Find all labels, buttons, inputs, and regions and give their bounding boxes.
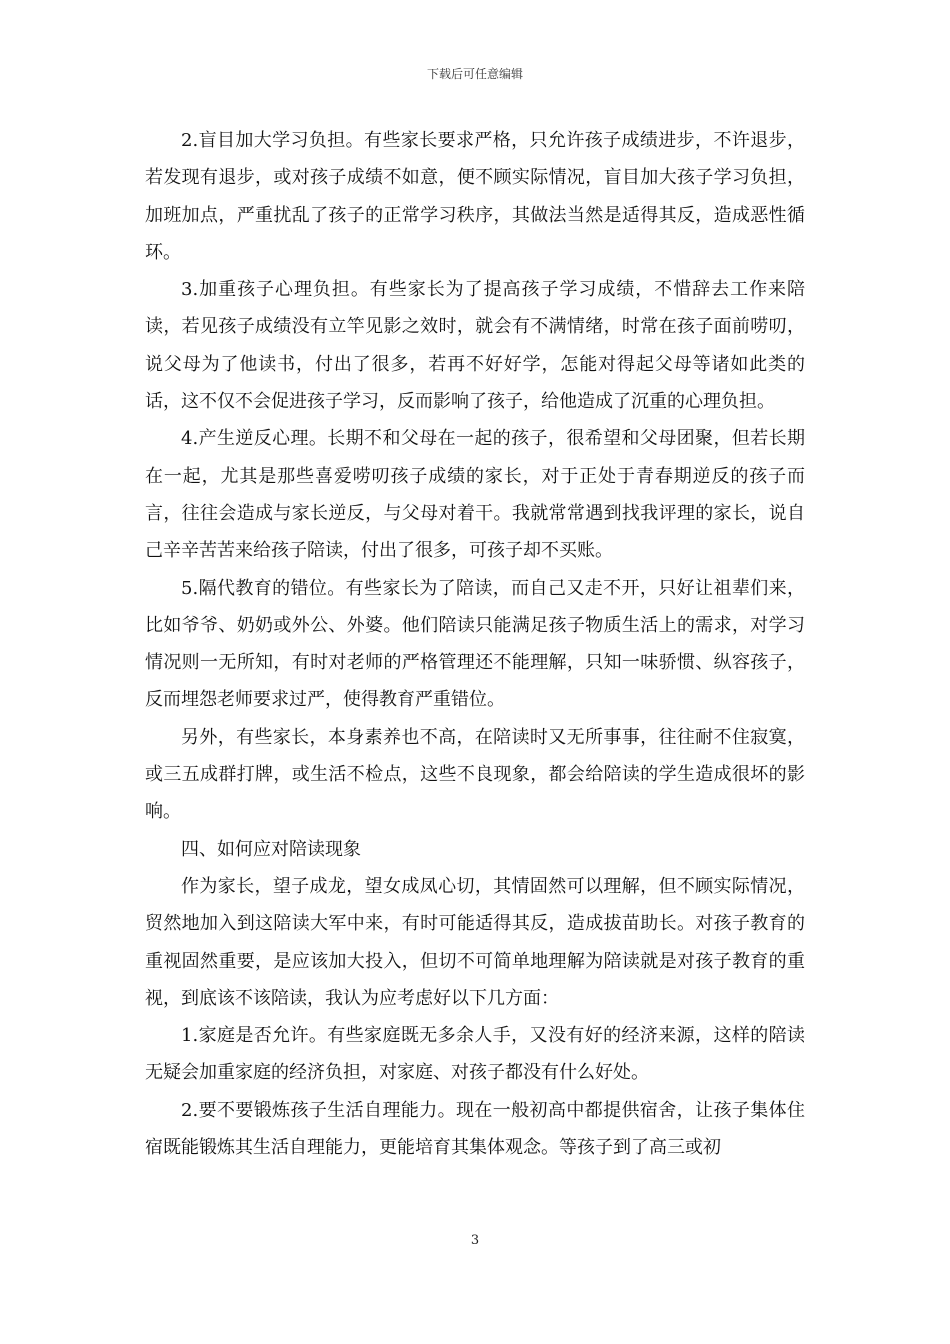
paragraph: 2.要不要锻炼孩子生活自理能力。现在一般初高中都提供宿舍，让孩子集体住宿既能锻炼其生活自理能力，更能培育其集体观念。等孩子到了高三或初: [145, 1099, 805, 1159]
page-footer: [0, 1233, 950, 1249]
paragraph: 2.盲目加大学习负担。有些家长要求严格，只允许孩子成绩进步，不许退步，若发现有退步，或对孩子成绩不如意，便不顾实际情况，盲目加大孩子学习负担，加班加点，严重扰乱了孩子的正常学习秩序，其做法当然是适得其反，造成恶性循环。: [145, 130, 805, 263]
section-heading: 四、如何应对陪读现象: [181, 838, 361, 860]
paragraph: 作为家长，望子成龙，望女成凤心切，其情固然可以理解，但不顾实际情况，贸然地加入到这陪读大军中来，有时可能适得其反，造成拔苗助长。对孩子教育的重视固然重要，是应该加大投入，但切不可简单地理解为陪读就是对孩子教育的重视，到底该不该陪读，我认为应考虑好以下几方面：: [145, 875, 805, 1009]
page-header: [0, 66, 950, 82]
header-text: 下载后可任意编辑: [426, 67, 523, 81]
paragraph: 另外，有些家长，本身素养也不高，在陪读时又无所事事，往往耐不住寂寞，或三五成群打牌，或生活不检点，这些不良现象，都会给陪读的学生造成很坏的影响。: [145, 726, 805, 823]
paragraph: 3.加重孩子心理负担。有些家长为了提高孩子学习成绩，不惜辞去工作来陪读，若见孩子成绩没有立竿见影之效时，就会有不满情绪，时常在孩子面前唠叨，说父母为了他读书，付出了很多，若再不好好学，怎能对得起父母等诸如此类的话，这不仅不会促进孩子学习，反而影响了孩子，给他造成了沉重的心理负担。: [145, 279, 805, 413]
paragraph: 4.产生逆反心理。长期不和父母在一起的孩子，很希望和父母团聚，但若长期在一起，尤其是那些喜爱唠叨孩子成绩的家长，对于正处于青春期逆反的孩子而言，往往会造成与家长逆反，与父母对着干。我就常常遇到找我评理的家长，说自己辛辛苦苦来给孩子陪读，付出了很多，可孩子却不买账。: [145, 428, 805, 562]
paragraph: 5.隔代教育的错位。有些家长为了陪读，而自己又走不开，只好让祖辈们来，比如爷爷、奶奶或外公、外婆。他们陪读只能满足孩子物质生活上的需求，对学习情况则一无所知，有时对老师的严格管理还不能理解，只知一味骄惯、纵容孩子，反而埋怨老师要求过严，使得教育严重错位。: [145, 577, 805, 711]
page-number: 3: [470, 1233, 480, 1248]
paragraph: 1.家庭是否允许。有些家庭既无多余人手，又没有好的经济来源，这样的陪读无疑会加重家庭的经济负担，对家庭、对孩子都没有什么好处。: [145, 1025, 805, 1084]
document-body: [145, 122, 805, 1166]
